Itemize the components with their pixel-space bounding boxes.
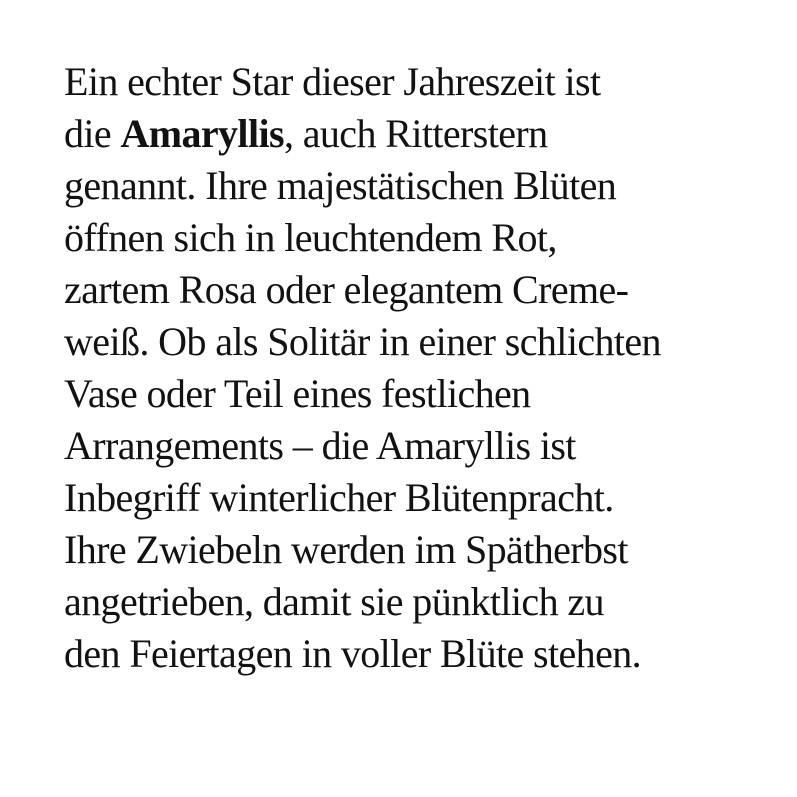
- text-segment: genannt. Ihre majestätischen Blüten: [64, 163, 617, 208]
- text-segment: öffnen sich in leuchtendem Rot,: [64, 215, 557, 260]
- text-segment: den Feiertagen in voller Blüte stehen.: [64, 631, 642, 676]
- text-line: [64, 420, 757, 472]
- text-line: [64, 368, 757, 420]
- text-line: [64, 160, 757, 212]
- text-line: [64, 524, 757, 576]
- text-line: [64, 628, 757, 680]
- text-line: [64, 264, 757, 316]
- text-segment: Arrangements – die Amaryllis ist: [64, 423, 576, 468]
- text-line: [64, 56, 757, 108]
- text-segment: zartem Rosa oder elegantem Creme-: [64, 267, 629, 312]
- text-segment: Vase oder Teil eines festlichen: [64, 371, 531, 416]
- text-segment: die: [64, 111, 121, 156]
- text-segment: angetrieben, damit sie pünktlich zu: [64, 579, 604, 624]
- text-line: [64, 212, 757, 264]
- article-paragraph: [64, 56, 757, 680]
- text-segment: Inbegriff winterlicher Blütenpracht.: [64, 475, 614, 520]
- text-line: [64, 576, 757, 628]
- highlighted-term: Amaryllis: [120, 111, 284, 156]
- text-segment: Ein echter Star dieser Jahreszeit ist: [64, 59, 601, 104]
- text-segment: weiß. Ob als Solitär in einer schlichten: [64, 319, 661, 364]
- text-segment: , auch Ritterstern: [283, 111, 548, 156]
- text-segment: Ihre Zwiebeln werden im Spätherbst: [64, 527, 628, 572]
- text-line: [64, 108, 757, 160]
- text-line: [64, 472, 757, 524]
- text-line: [64, 316, 757, 368]
